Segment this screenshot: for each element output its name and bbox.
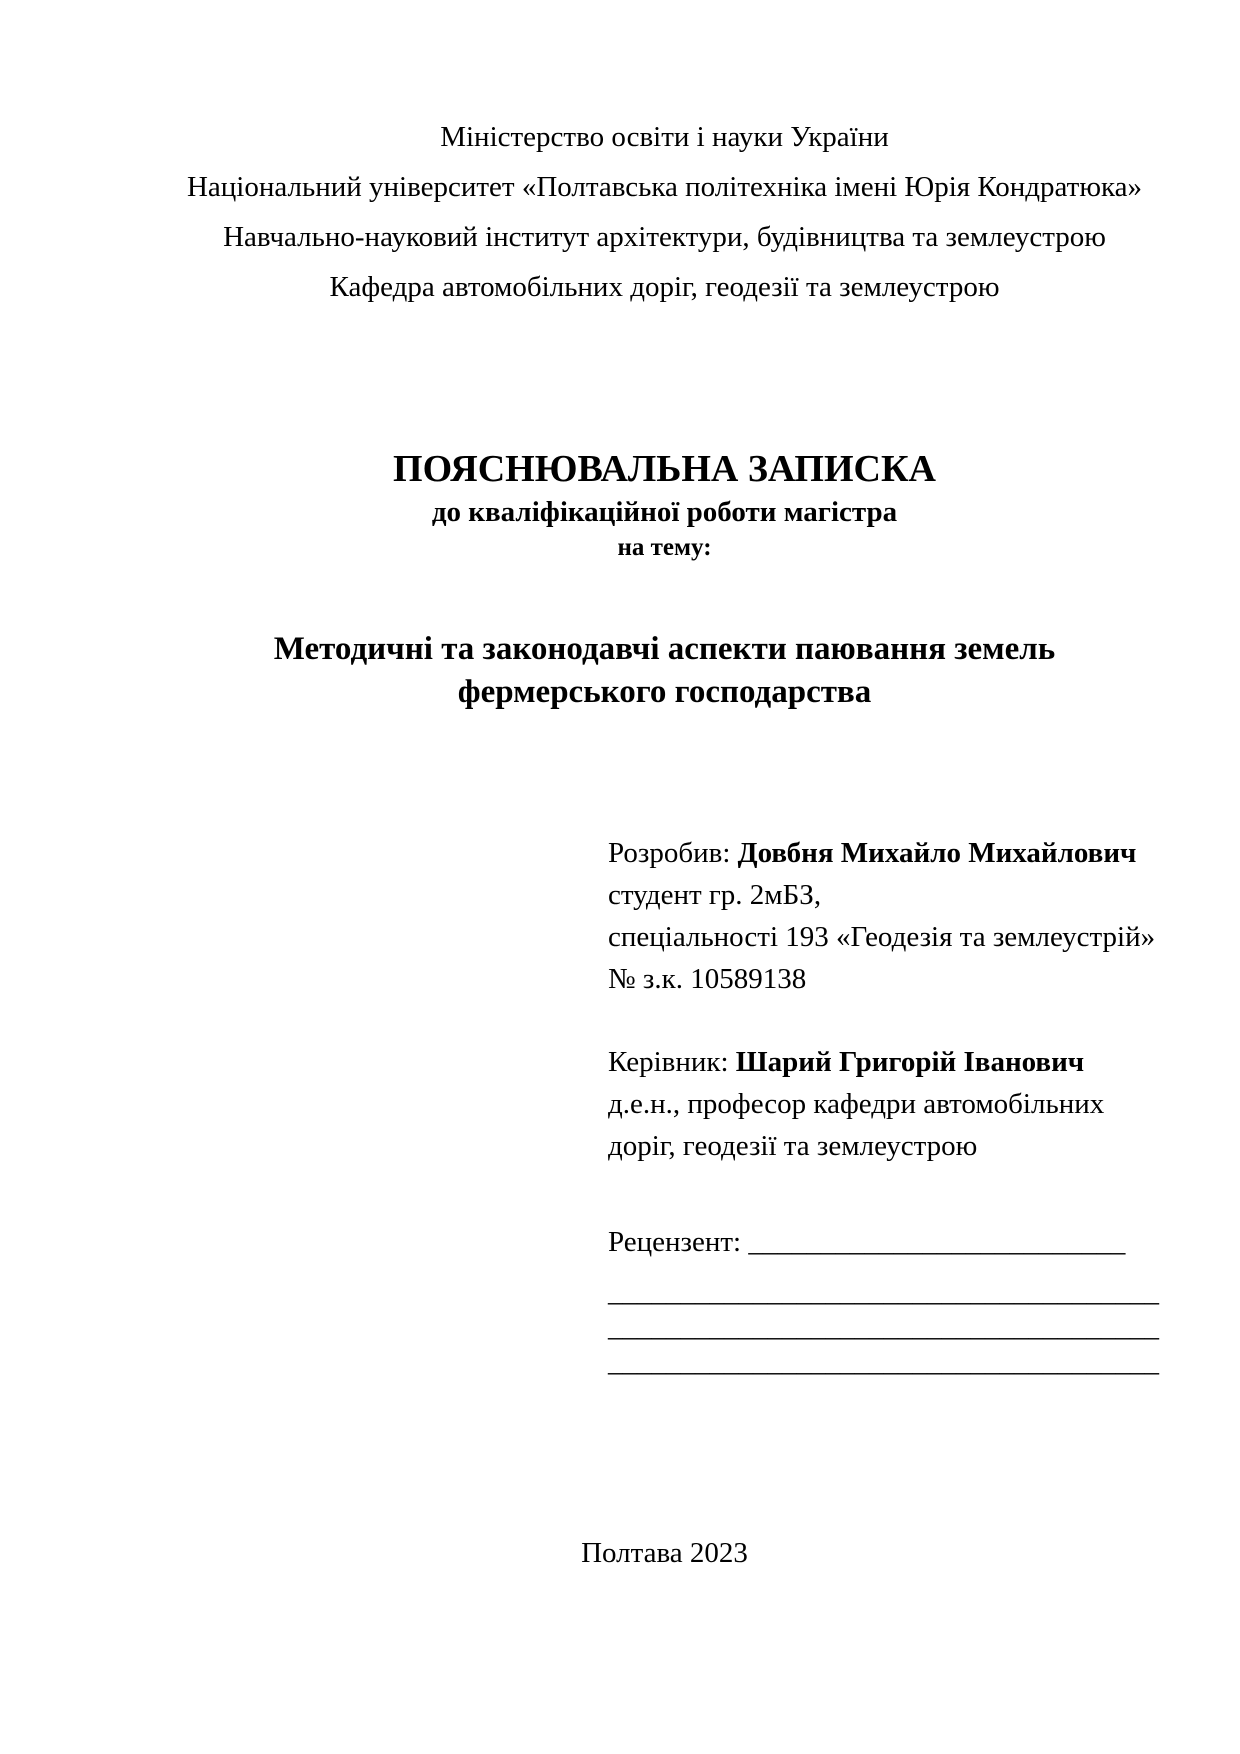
reviewer-blank-line: ______________________________________ bbox=[608, 1346, 1159, 1378]
reviewer-label: Рецензент: bbox=[608, 1226, 749, 1258]
thesis-title bbox=[177, 628, 1152, 714]
institution-header bbox=[177, 112, 1152, 312]
supervisor-department: доріг, геодезії та землеустрою bbox=[608, 1130, 978, 1162]
thesis-title-line2: фермерського господарства bbox=[457, 674, 872, 710]
university-line: Національний університет «Полтавська політехніка імені Юрія Кондратюка» bbox=[186, 171, 1143, 203]
document-subtitle: до кваліфікаційної роботи магістра bbox=[431, 496, 898, 528]
credits-block bbox=[608, 832, 1168, 1380]
city-year: Полтава 2023 bbox=[581, 1537, 748, 1569]
developer-group: студент гр. 2мБЗ, bbox=[608, 879, 822, 911]
document-title-block bbox=[177, 446, 1152, 564]
ministry-line: Міністерство освіти і науки України bbox=[440, 121, 889, 153]
city-year-footer bbox=[177, 1532, 1152, 1574]
developer-speciality: спеціальності 193 «Геодезія та землеустрій» bbox=[608, 921, 1156, 953]
reviewer-line bbox=[608, 1221, 1168, 1263]
department-line: Кафедра автомобільних доріг, геодезії та землеустрою bbox=[329, 271, 1000, 303]
developer-label: Розробив: bbox=[608, 837, 738, 869]
institute-line: Навчально-науковий інститут архітектури, будівництва та землеустрою bbox=[223, 221, 1106, 253]
supervisor-degree: д.е.н., професор кафедри автомобільних bbox=[608, 1088, 1105, 1120]
developer-line bbox=[608, 832, 1168, 874]
supervisor-line bbox=[608, 1041, 1168, 1083]
document-subtitle-topic: на тему: bbox=[617, 534, 712, 561]
reviewer-blank-line: ______________________________________ bbox=[608, 1311, 1159, 1343]
thesis-title-line1: Методичні та законодавчі аспекти паювання земель bbox=[273, 631, 1056, 667]
supervisor-name: Шарий Григорій Іванович bbox=[735, 1046, 1085, 1078]
reviewer-blank-inline: __________________________ bbox=[748, 1226, 1126, 1258]
document-title: ПОЯСНЮВАЛЬНА ЗАПИСКА bbox=[393, 448, 936, 490]
supervisor-label: Керівник: bbox=[608, 1046, 736, 1078]
reviewer-blank-line: ______________________________________ bbox=[608, 1276, 1159, 1308]
developer-record-number: № з.к. 10589138 bbox=[608, 963, 807, 995]
developer-name: Довбня Михайло Михайлович bbox=[737, 837, 1137, 869]
